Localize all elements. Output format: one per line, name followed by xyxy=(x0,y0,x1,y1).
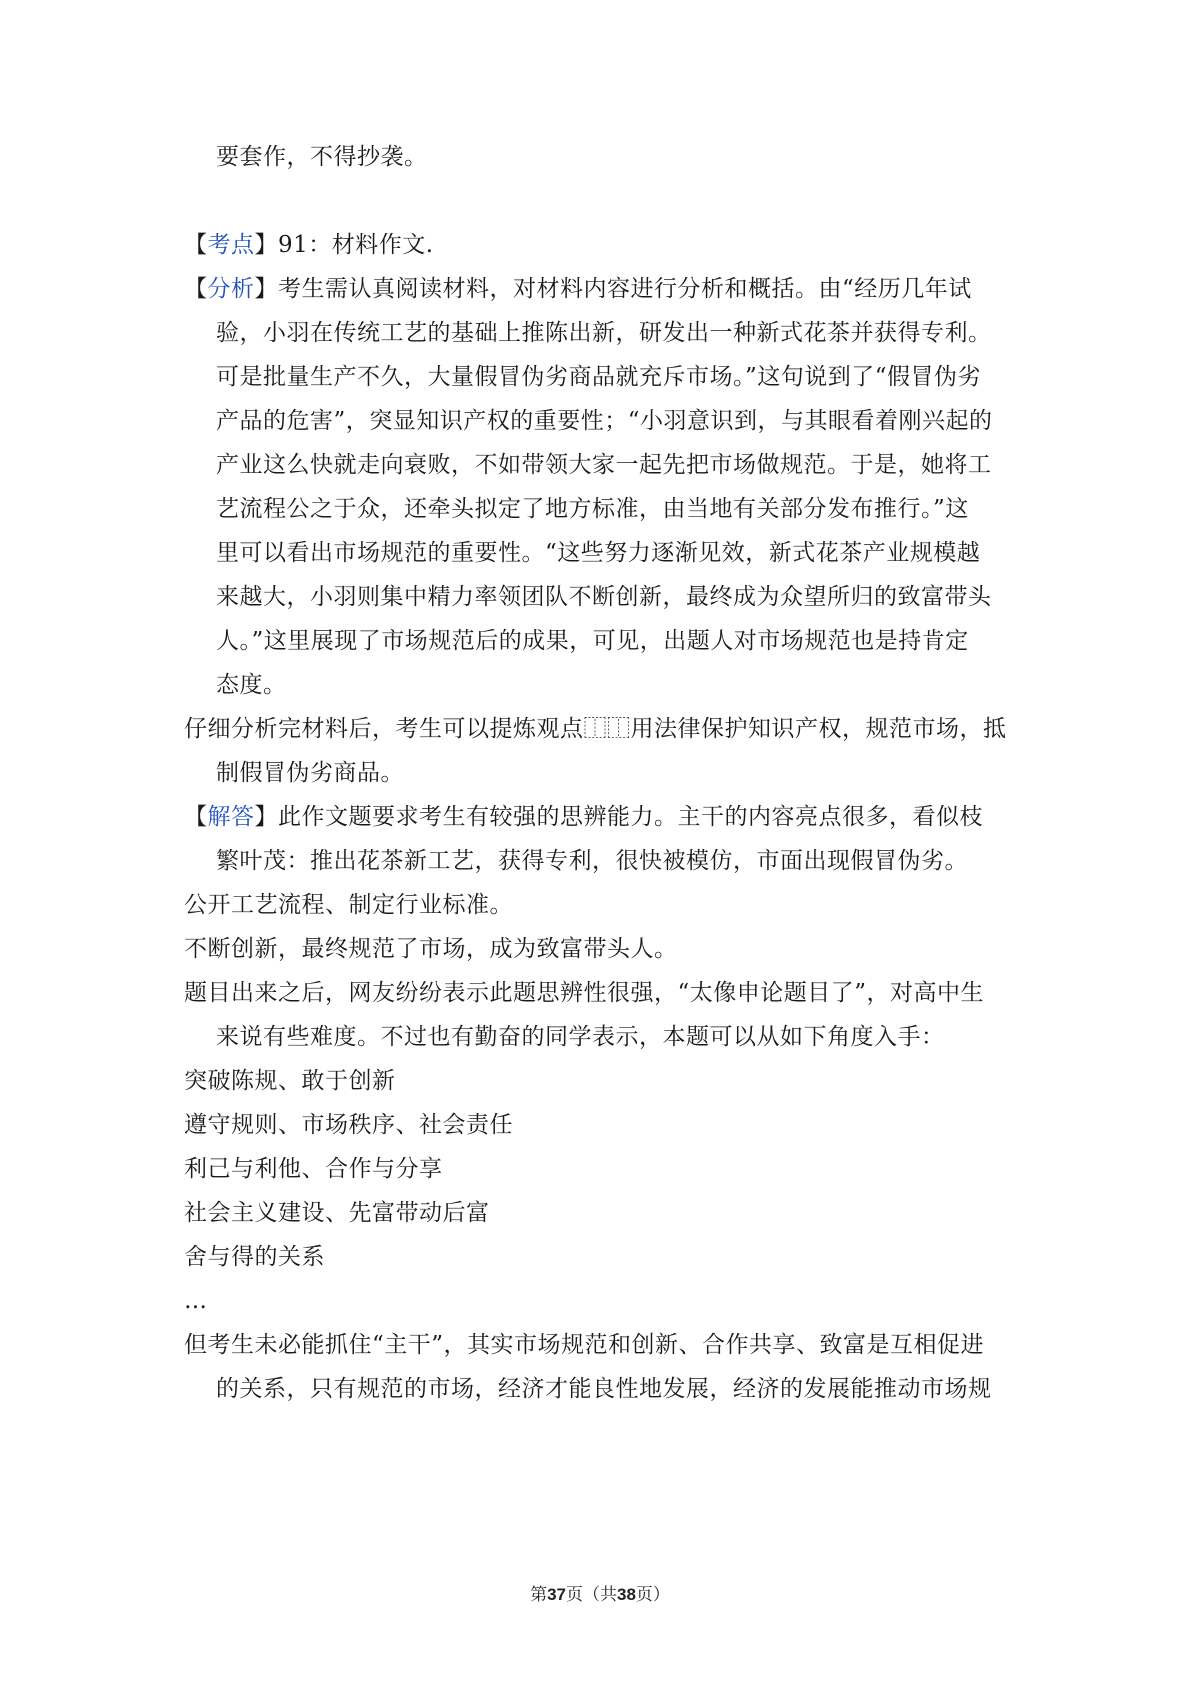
fenxi-line-3: 产品的危害”，突显知识产权的重要性；“小羽意识到，与其眼看着刚兴起的 xyxy=(216,408,993,434)
fenxi-line-6: 里可以看出市场规范的重要性。“这些努力逐渐见效，新式花茶产业规模越 xyxy=(216,540,981,566)
body-line-1: 不断创新，最终规范了市场，成为致富带头人。 xyxy=(184,936,678,962)
top-line: 要套作，不得抄袭。 xyxy=(216,144,428,170)
fenxi-line-0: 【分析】考生需认真阅读材料，对材料内容进行分析和概括。由“经历几年试 xyxy=(184,276,972,302)
footer-page-number: 37 xyxy=(547,1585,566,1604)
body-line-7: 社会主义建设、先富带动后富 xyxy=(184,1200,490,1226)
fenxi-line-7: 来越大，小羽则集中精力率领团队不断创新，最终成为众望所归的致富带头 xyxy=(216,584,992,610)
fenxi-tag: 分析 xyxy=(207,276,255,302)
body-line-2: 题目出来之后，网友纷纷表示此题思辨性很强，“太像申论题目了”，对高中生 xyxy=(184,980,985,1006)
body-line-10: 但考生未必能抓住“主干”，其实市场规范和创新、合作共享、致富是互相促进 xyxy=(184,1332,985,1358)
body-line-9: … xyxy=(184,1288,208,1314)
fenxi-line-4: 产业这么快就走向衰败，不如带领大家一起先把市场做规范。于是，她将工 xyxy=(216,452,992,478)
body-line-0: 公开工艺流程、制定行业标准。 xyxy=(184,892,513,918)
footer-suffix: 页） xyxy=(635,1585,670,1605)
kaodian-line: 【考点】91：材料作文. xyxy=(184,232,434,258)
body-line-4: 突破陈规、敢于创新 xyxy=(184,1068,396,1094)
fenxi-line-8: 人。”这里展现了市场规范后的成果，可见，出题人对市场规范也是持肯定 xyxy=(216,628,969,654)
kaodian-tag: 考点 xyxy=(207,232,255,258)
fenxi-line-5: 艺流程公之于众，还牵头拟定了地方标准，由当地有关部分发布推行。”这 xyxy=(216,496,969,522)
body-line-6: 利己与利他、合作与分享 xyxy=(184,1156,443,1182)
footer-total-pages: 38 xyxy=(617,1585,636,1604)
followup-line-0: 仔细分析完材料后，考生可以提炼观点⿰⿰用法律保护知识产权，规范市场，抵 xyxy=(184,716,1007,742)
body-line-11: 的关系，只有规范的市场，经济才能良性地发展，经济的发展能推动市场规 xyxy=(216,1376,992,1402)
fenxi-text: 考生需认真阅读材料，对材料内容进行分析和概括。由“经历几年试 xyxy=(278,276,972,302)
fenxi-line-9: 态度。 xyxy=(216,672,287,698)
jieda-line-1: 繁叶茂：推出花茶新工艺，获得专利，很快被模仿，市面出现假冒伪劣。 xyxy=(216,848,968,874)
body-line-8: 舍与得的关系 xyxy=(184,1244,325,1270)
followup-line-1: 制假冒伪劣商品。 xyxy=(216,760,404,786)
body-line-5: 遵守规则、市场秩序、社会责任 xyxy=(184,1112,513,1138)
jieda-line-0: 【解答】此作文题要求考生有较强的思辨能力。主干的内容亮点很多，看似枝 xyxy=(184,804,983,830)
fenxi-line-2: 可是批量生产不久，大量假冒伪劣商品就充斥市场。”这句说到了“假冒伪劣 xyxy=(216,364,982,390)
kaodian-text: 91：材料作文. xyxy=(278,232,434,258)
body-line-3: 来说有些难度。不过也有勤奋的同学表示，本题可以从如下角度入手： xyxy=(216,1024,945,1050)
footer-prefix: 第 xyxy=(530,1585,548,1605)
page-footer xyxy=(0,1584,1200,1606)
footer-middle: 页（共 xyxy=(566,1585,617,1605)
jieda-tag: 解答 xyxy=(207,804,255,830)
fenxi-line-1: 验，小羽在传统工艺的基础上推陈出新，研发出一种新式花茶并获得专利。 xyxy=(216,320,992,346)
jieda-text: 此作文题要求考生有较强的思辨能力。主干的内容亮点很多，看似枝 xyxy=(278,804,983,830)
